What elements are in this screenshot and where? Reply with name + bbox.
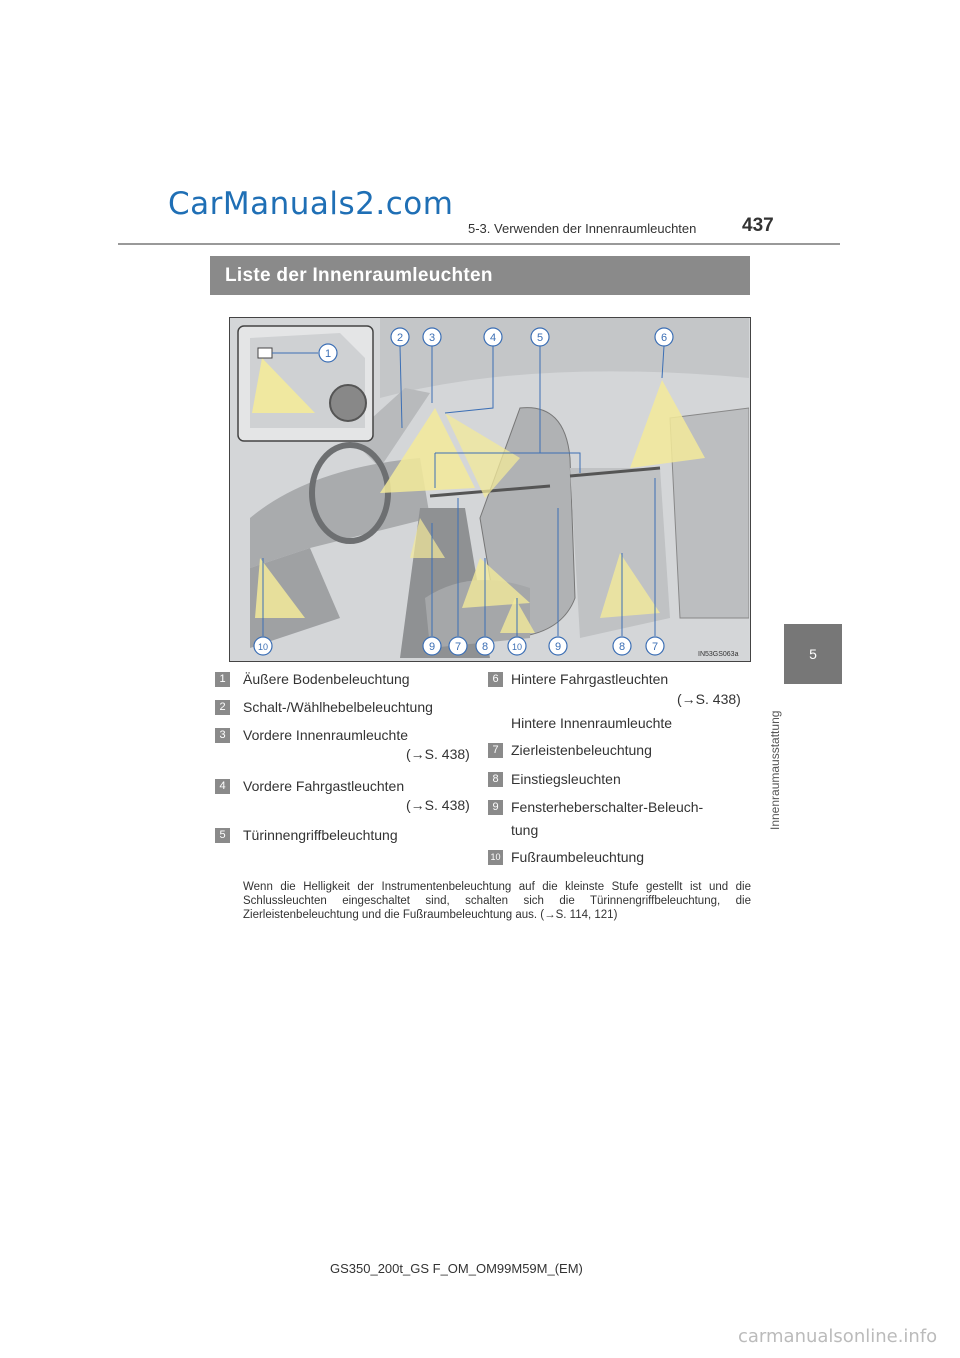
legend-num-4: 4	[215, 779, 230, 794]
callout-bottom-8b: 8	[618, 641, 626, 653]
page-number: 437	[742, 215, 774, 236]
legend-num-9: 9	[488, 800, 503, 815]
figure-code: IN53GS063a	[698, 651, 739, 658]
legend-text-4: Vordere Fahrgastleuchten	[243, 778, 405, 794]
legend-text-8: Einstiegsleuchten	[511, 771, 621, 787]
callout-bottom-8a: 8	[481, 641, 489, 653]
callout-6: 6	[660, 332, 668, 344]
section-heading: 5-3. Verwenden der Innenraumleuchten	[468, 221, 697, 236]
callout-bottom-10a: 10	[257, 642, 269, 652]
legend-text-5: Türinnengriffbeleuchtung	[243, 827, 398, 843]
legend-num-8: 8	[488, 772, 503, 787]
callout-bottom-7a: 7	[454, 641, 462, 653]
callout-5: 5	[536, 332, 544, 344]
legend-text-10: Fußraumbeleuchtung	[511, 849, 645, 865]
car-interior-illustration	[230, 318, 749, 660]
legend-text-6: Hintere Fahrgastleuchten	[511, 671, 669, 687]
callout-4: 4	[489, 332, 497, 344]
callout-3: 3	[428, 332, 436, 344]
callout-1: 1	[324, 348, 332, 360]
watermark-footer: carmanualsonline.info	[738, 1326, 938, 1347]
chapter-label: Innenraumausstattung	[768, 710, 782, 830]
legend-ref-3[interactable]: (→S. 438)	[406, 746, 470, 762]
chapter-tab[interactable]: 5	[784, 624, 842, 684]
callout-bottom-7b: 7	[651, 641, 659, 653]
legend-ref-6[interactable]: (→S. 438)	[677, 691, 741, 707]
legend-ref-4[interactable]: (→S. 438)	[406, 797, 470, 813]
legend-num-10: 10	[488, 850, 503, 865]
legend-text-3: Vordere Innenraumleuchte	[243, 727, 408, 743]
header-divider	[118, 243, 840, 245]
legend-num-5: 5	[215, 828, 230, 843]
legend-text-6b: Hintere Innenraumleuchte	[511, 715, 673, 731]
callout-bottom-9b: 9	[554, 641, 562, 653]
legend-text-7: Zierleistenbeleuchtung	[511, 742, 652, 758]
legend-num-6: 6	[488, 672, 503, 687]
interior-lights-figure	[229, 317, 751, 662]
callout-bottom-10b: 10	[511, 642, 523, 652]
legend-num-1: 1	[215, 672, 230, 687]
callout-2: 2	[396, 332, 404, 344]
page-title: Liste der Innenraumleuchten	[210, 256, 750, 295]
callout-bottom-9a: 9	[428, 641, 436, 653]
legend-num-2: 2	[215, 700, 230, 715]
legend-text-2: Schalt-/Wählhebelbeleuchtung	[243, 699, 433, 715]
legend-text-9: Fensterheberschalter-Beleuch-	[511, 799, 704, 815]
watermark-logo: CarManuals2.com	[168, 186, 454, 222]
legend-num-7: 7	[488, 743, 503, 758]
document-code: GS350_200t_GS F_OM_OM99M59M_(EM)	[330, 1261, 583, 1276]
info-note: Wenn die Helligkeit der Instrumentenbeleuchtung auf die kleinste Stufe gestellt ist und die Schlussleuchten eingeschaltet sind, schalten sich die Türinnengriffbeleuchtung, die Zierleistenbeleuchtung und die Fußraumbeleuchtung aus. (→S. 114, 121)	[243, 881, 751, 921]
legend-num-3: 3	[215, 728, 230, 743]
legend-text-1: Äußere Bodenbeleuchtung	[243, 671, 410, 687]
legend-text-9b: tung	[511, 822, 539, 838]
